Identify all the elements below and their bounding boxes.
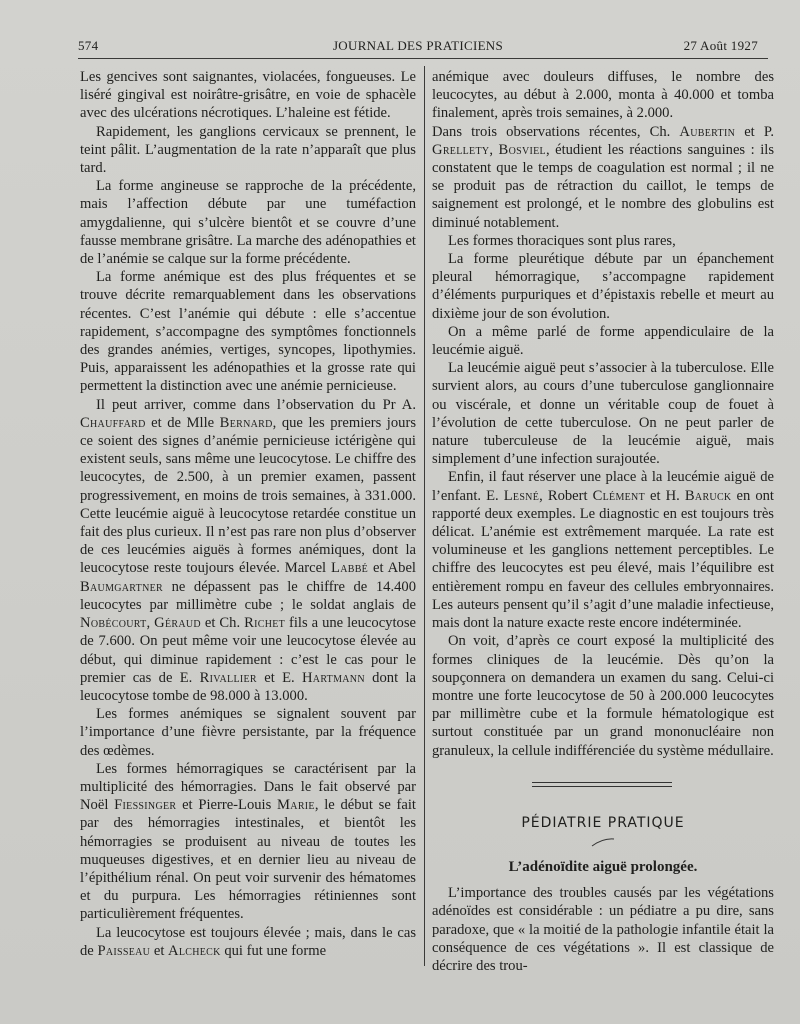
paragraph: La forme angineuse se rapproche de la précédente, mais l’affection débute par une tuméfaction amygdalienne, qui s’ulcère bientôt et se couvre d’une fausse membrane grisâtre. La marche des adénopathies et de l’anémie se calque sur la forme précédente. [80,178,416,268]
right-column [432,68,774,975]
page-number: 574 [78,38,99,53]
author-name: Fiessinger [114,797,177,814]
author-name: Alcheck [168,942,221,959]
paragraph: Les formes thoraciques sont plus rares, [448,232,676,249]
paragraph: Rapidement, les ganglions cervicaux se prennent, le teint pâlit. L’augmentation de la rate n’apparaît que plus tard. [80,123,416,177]
paragraph: Les formes hémorragiques se caractérisent par la multiplicité des hémorragies. Dans le fait observé par Noël Fiessinger et Pierre-Louis Marie, le début se fait par des hémorragies intestinales, et bientôt les hémorragies se produisent au niveau de toutes les muqueuses digestives, et en dernier lieu au niveau de l’épithélium rénal. On peut voir survenir des hématomes et du purpura. Les hémorragies rétiniennes sont particulièrement fréquentes. [80,760,416,923]
issue-date: 27 Août 1927 [683,38,758,53]
paragraph: On a même parlé de forme appendiculaire de la leucémie aiguë. [432,323,774,359]
author-name: Lesné [503,487,540,504]
author-name: Bosviel [498,141,546,158]
author-name: Baruck [684,487,732,504]
paragraph: Les gencives sont saignantes, violacées, fongueuses. Le liséré gingival est noirâtre-grisâtre, en voie de sphacèle avec des ulcérations nécrotiques. L’haleine est fétide. [80,69,416,122]
flourish-ornament [432,836,774,852]
section-divider [532,782,672,790]
author-name: Géraud [154,615,201,632]
paragraph: anémique avec douleurs diffuses, le nombre des leucocytes, au début à 2.000, monta à 40.000 et tomba finalement, après trois semaines, à 2.000. [432,69,774,122]
paragraph: Les formes anémiques se signalent souvent par l’importance d’une fièvre persistante, par la fréquence des œdèmes. [80,706,416,759]
author-name: Bernard [219,414,273,431]
left-column [80,68,416,960]
paragraph: La forme anémique est des plus fréquentes et se trouve décrite remarquablement dans les observations récentes. C’est l’anémie qui débute : elle s’accentue rapidement, s’accompagne des symptômes fonctionnels des grandes anémies, vertiges, syncopes, lipothymies. Puis, apparaissent les adénopathies et la grosse rate qui permettent la distinction avec une anémie pernicieuse. [80,269,416,395]
author-name: Labbé [331,560,369,577]
paragraph: La forme pleurétique débute par un épanchement pleural hémorragique, s’accompagne rapidement d’éléments purpuriques et d’épistaxis rebelle et meurt au dixième jour de son évolution. [432,251,774,322]
author-name: Rivallier [199,669,257,686]
paragraph: La leucocytose est toujours élevée ; mais, dans le cas de Paisseau et Alcheck qui fut une forme [80,924,416,959]
author-name: Paisseau [97,942,151,959]
paragraph: On voit, d’après ce court exposé la multiplicité des formes cliniques de la leucémie. Dès qu’on la soupçonnera on demandera un examen du sang. Celui-ci montre une forte leucocytose de 50 à 200.000 leucocytes par millimètre cube et la formule hématologique est surtout constituée par un grand mononucléaire non granuleux, la cellule indifférenciée du système médullaire. [432,633,774,759]
journal-title: JOURNAL DES PRATICIENS [332,38,504,53]
author-name: Chauffard [80,414,146,431]
paragraph: Il peut arriver, comme dans l’observation du Pr A. Chauffard et de Mlle Bernard, que les premiers jours ce soient des signes d’anémie pernicieuse ictérigène qui existent seuls, sans même une leucocytose. Le chiffre des leucocytes, de 2.500, à un premier examen, passent progressivement, en moins de trois semaines, à 331.000. Cette leucémie aiguë à leucocytose retardée constitue un fait des plus curieux. Il n’est pas rare non plus d’observer de ces leucémies aiguës à formes anémiques, dont la leucocytose reste toujours élevée. Marcel Labbé et Abel Baumgartner ne dépassent pas le chiffre de 14.400 leucocytes par millimètre cube ; le soldat anglais de Nobécourt, Géraud et Ch. Richet fils a une leucocytose de 7.600. On peut même voir une leucocytose élevée au début, qui diminue rapidement : c’est le cas pour le premier cas de E. Rivallier et E. Hartmann dont la leucocytose tombe de 98.000 à 13.000. [80,396,416,704]
author-name: Baumgartner [80,578,163,595]
author-name: Aubertin [679,123,736,140]
author-name: Hartmann [301,669,365,686]
page-header [78,38,758,58]
author-name: Marie [277,797,315,814]
column-divider [424,66,425,966]
section-heading: PÉDIATRIE PRATIQUE [521,814,685,831]
author-name: Clément [592,487,645,504]
article-title: L’adénoïdite aiguë prolongée. [508,858,698,875]
paragraph: La leucémie aiguë peut s’associer à la tuberculose. Elle survient alors, au cours d’une tuberculose ganglionnaire ou viscérale, et donne un véritable coup de fouet à l’évolution de cette tuberculose. On ne peut parler de nature tuberculeuse de la leucémie aiguë, mais simplement d’une infection surajoutée. [432,360,774,468]
author-name: Nobécourt [80,615,147,632]
paragraph: Enfin, il faut réserver une place à la leucémie aiguë de l’enfant. E. Lesné, Robert Clément et H. Baruck en ont rapporté deux exemples. Le diagnostic en est toujours très délicat. L’anémie est extrêmement marquée. La rate est volumineuse et les ganglions nettement perceptibles. Le chiffre des leucocytes est peu élevé, mais l’équilibre est entièrement rompu en faveur des cellules embryonnaires. Les auteurs pensent qu’il s’agit d’une maladie infectieuse, mais dont la nature exacte reste encore indéterminée. [432,469,774,632]
author-name: Richet [244,615,286,632]
paragraph: Dans trois observations récentes, Ch. Aubertin et P. Grellety, Bosviel, étudient les réactions sanguines : ils constatent que le temps de coagulation est normal ; il ne se produit pas de rétraction du caillot, le temps de saignement est prolongé, et le nombre des globulins est diminué notablement. [432,123,775,231]
header-rule [78,58,768,59]
paragraph: L’importance des troubles causés par les végétations adénoïdes est considérable : un pédiatre a pu dire, sans paradoxe, que « la moitié de la pathologie infantile était la conséquence de ces végétations ». Il est classique de décrire des trou- [432,885,774,974]
author-name: Grellety [432,141,490,158]
